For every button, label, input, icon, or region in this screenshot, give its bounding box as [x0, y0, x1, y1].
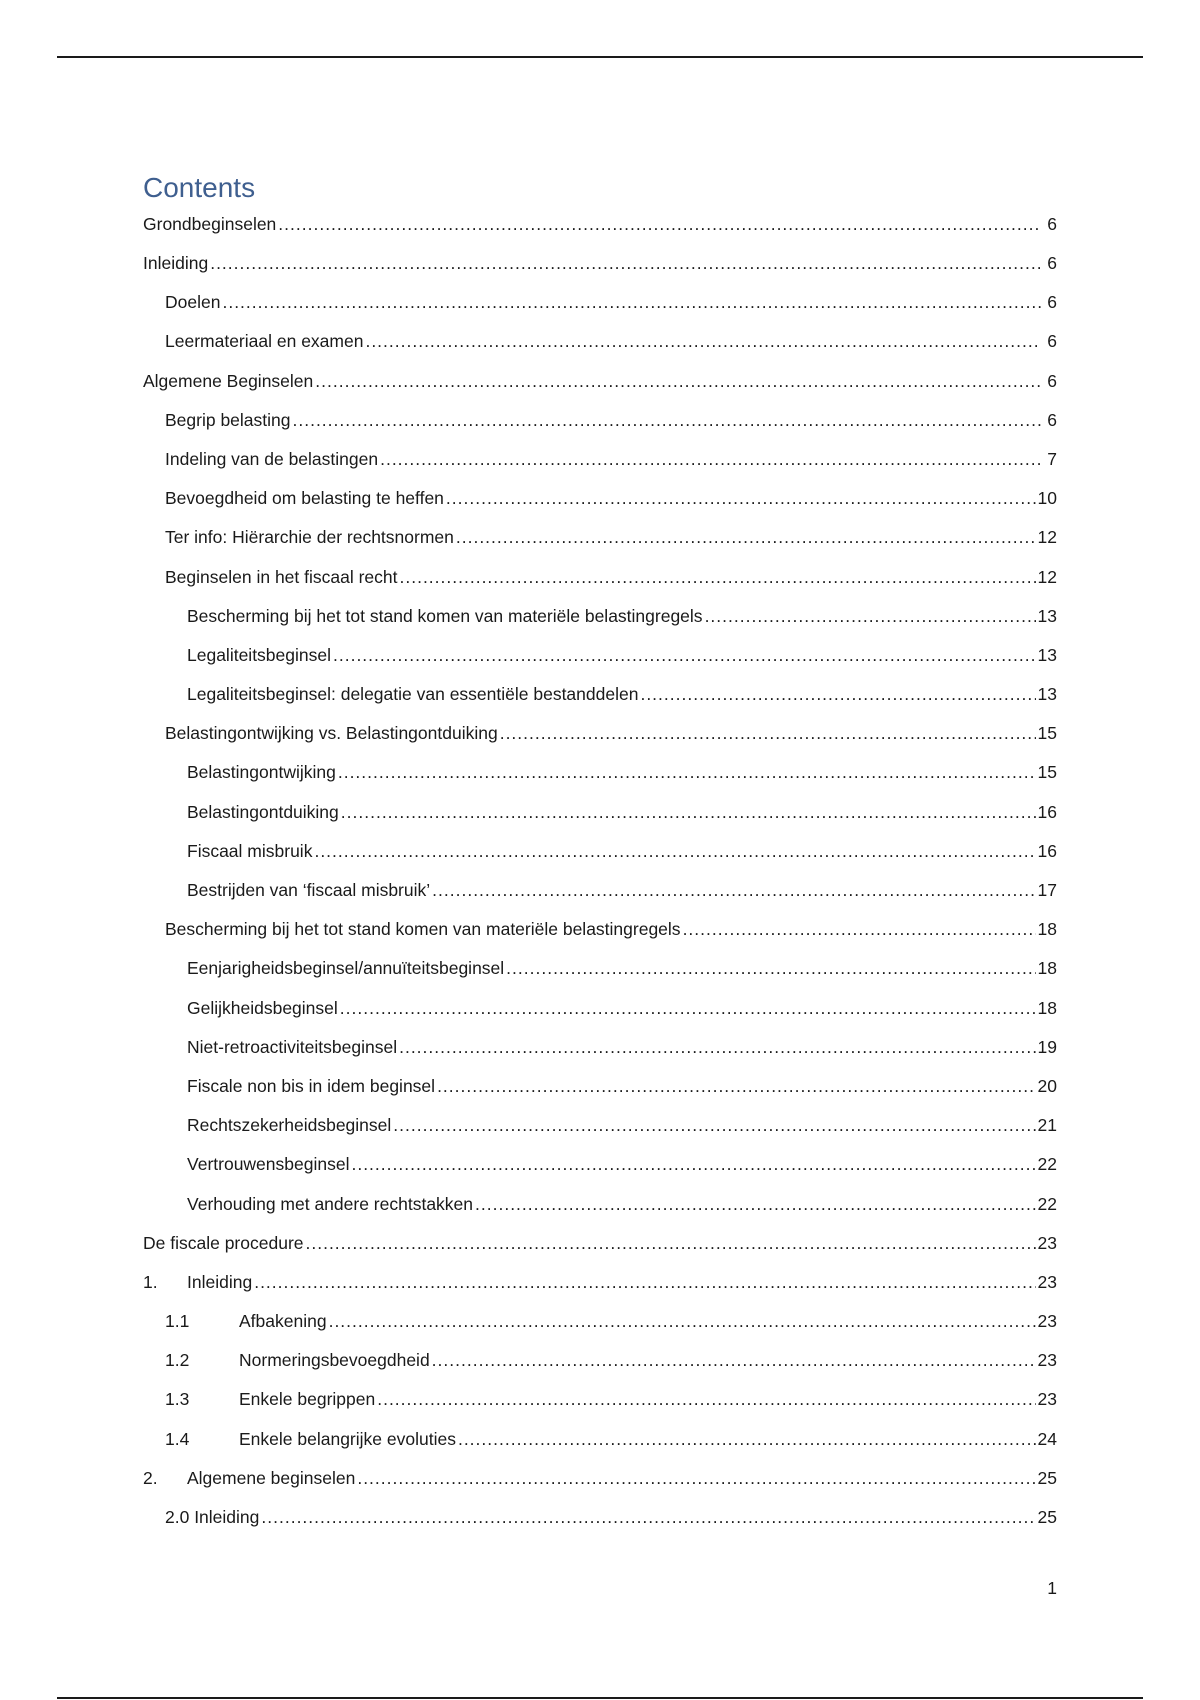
toc-entry-beginselen-fiscaal-recht[interactable]	[143, 565, 1057, 604]
toc-entry-begrip-belasting[interactable]	[143, 408, 1057, 447]
toc-entry-fiscale-procedure[interactable]	[143, 1231, 1057, 1270]
page-number: 1	[1047, 1578, 1057, 1598]
toc-entry-2-0-inleiding[interactable]	[143, 1505, 1057, 1544]
toc-dot-leader	[458, 1427, 1036, 1451]
toc-entry-1-2-normeringsbevoegdheid[interactable]	[143, 1348, 1057, 1387]
toc-entry-1-4-evoluties[interactable]	[143, 1427, 1057, 1466]
toc-dot-leader	[329, 1309, 1036, 1333]
toc-entry-number: 1.1	[165, 1311, 190, 1332]
toc-dot-leader	[261, 1505, 1035, 1529]
toc-entry-leermateriaal[interactable]	[143, 329, 1057, 368]
toc-entry-label[interactable]: Algemene Beginselen	[143, 370, 314, 391]
toc-dot-leader	[293, 408, 1042, 432]
toc-entry-number: 1.2	[165, 1350, 190, 1371]
toc-entry-label[interactable]: Bestrijden van ‘fiscaal misbruik’	[187, 880, 431, 900]
toc-entry-label[interactable]: Inleiding	[187, 1271, 253, 1292]
toc-entry-doelen[interactable]	[143, 290, 1057, 329]
toc-entry-label[interactable]: Eenjarigheidsbeginsel/annuïteitsbeginsel	[187, 958, 505, 979]
toc-entry-label[interactable]: Algemene beginselen	[187, 1467, 356, 1488]
toc-entry-label[interactable]: Legaliteitsbeginsel	[187, 644, 331, 665]
table-of-contents	[143, 168, 1057, 1544]
toc-entry-label[interactable]: Inleiding	[143, 253, 209, 273]
toc-entry-fiscaal-misbruik[interactable]	[143, 839, 1057, 878]
toc-entry-number: 1.	[143, 1271, 158, 1292]
toc-entry-page[interactable]: 20	[1037, 1075, 1057, 1096]
toc-entry-1-1-afbakening[interactable]	[143, 1309, 1057, 1348]
toc-entry-label[interactable]: Leermateriaal en examen	[165, 331, 364, 352]
toc-entry-1-inleiding[interactable]	[143, 1270, 1057, 1309]
toc-dot-leader	[365, 329, 1041, 353]
toc-dot-leader	[393, 1113, 1035, 1137]
toc-entry-page[interactable]: 16	[1037, 840, 1057, 861]
toc-entry-rechtszekerheid[interactable]	[143, 1113, 1057, 1152]
toc-entry-page[interactable]: 23	[1037, 1389, 1057, 1410]
toc-entry-label[interactable]: Begrip belasting	[165, 409, 291, 430]
toc-entry-label[interactable]: Doelen	[165, 292, 221, 313]
toc-entry-belastingontwijking[interactable]	[143, 760, 1057, 799]
toc-entry-page[interactable]: 6	[1047, 292, 1057, 313]
toc-entry-label[interactable]: Indeling van de belastingen	[165, 448, 379, 469]
toc-entry-grondbeginselen[interactable]	[143, 212, 1057, 251]
toc-entry-vertrouwensbeginsel[interactable]	[143, 1152, 1057, 1191]
toc-entry-page[interactable]: 24	[1037, 1428, 1057, 1449]
toc-dot-leader	[683, 917, 1036, 941]
toc-entry-andere-rechtstakken[interactable]	[143, 1192, 1057, 1231]
toc-entry-label[interactable]: Enkele begrippen	[239, 1389, 376, 1410]
toc-dot-leader	[432, 1348, 1036, 1372]
toc-dot-leader	[399, 1035, 1035, 1059]
toc-dot-leader	[432, 878, 1035, 902]
footer-rule	[57, 1697, 1143, 1699]
toc-dot-leader	[705, 604, 1036, 628]
toc-entry-belastingontduiking[interactable]	[143, 800, 1057, 839]
toc-dot-leader	[446, 486, 1036, 510]
toc-entry-label[interactable]: Belastingontwijking	[187, 762, 336, 783]
toc-entry-page[interactable]: 6	[1047, 331, 1057, 352]
toc-entry-label[interactable]: Fiscaal misbruik	[187, 840, 313, 861]
toc-list	[143, 212, 1057, 1544]
toc-dot-leader	[333, 643, 1036, 667]
toc-entry-label[interactable]: Grondbeginselen	[143, 214, 277, 234]
toc-entry-label[interactable]: Rechtszekerheidsbeginsel	[187, 1115, 392, 1136]
toc-entry-eenjarigheidsbeginsel[interactable]	[143, 956, 1057, 995]
toc-entry-label[interactable]: Beginselen in het fiscaal recht	[165, 566, 398, 587]
toc-entry-number: 2.	[143, 1467, 158, 1488]
toc-entry-gelijkheidsbeginsel[interactable]	[143, 996, 1057, 1035]
toc-title: Contents	[143, 172, 256, 203]
toc-entry-number: 1.3	[165, 1389, 190, 1410]
toc-dot-leader	[351, 1152, 1035, 1176]
toc-entry-page[interactable]: 18	[1037, 958, 1057, 979]
toc-entry-page[interactable]: 25	[1037, 1507, 1057, 1527]
toc-entry-1-3-begrippen[interactable]	[143, 1387, 1057, 1426]
toc-entry-non-bis-in-idem[interactable]	[143, 1074, 1057, 1113]
toc-dot-leader	[254, 1270, 1035, 1294]
toc-entry-label[interactable]: Belastingontwijking vs. Belastingontduiking	[165, 723, 498, 744]
toc-entry-label[interactable]: 2.0 Inleiding	[165, 1507, 260, 1527]
toc-dot-leader	[222, 290, 1041, 314]
toc-entry-page[interactable]: 6	[1047, 214, 1057, 234]
toc-entry-label[interactable]: Verhouding met andere rechtstakken	[187, 1193, 474, 1214]
toc-dot-leader	[380, 447, 1041, 471]
toc-entry-label[interactable]: Afbakening	[239, 1311, 327, 1332]
toc-entry-page[interactable]: 19	[1037, 1036, 1057, 1057]
toc-entry-niet-retroactiviteit[interactable]	[143, 1035, 1057, 1074]
toc-dot-leader	[377, 1387, 1035, 1411]
toc-dot-leader	[278, 212, 1041, 236]
toc-dot-leader	[475, 1192, 1036, 1216]
toc-entry-legaliteitsbeginsel[interactable]	[143, 643, 1057, 682]
toc-entry-page[interactable]: 16	[1037, 801, 1057, 822]
toc-entry-page[interactable]: 6	[1047, 409, 1057, 430]
toc-dot-leader	[506, 956, 1035, 980]
toc-entry-page[interactable]: 13	[1037, 605, 1057, 626]
toc-entry-page[interactable]: 22	[1037, 1154, 1057, 1175]
toc-entry-page[interactable]: 17	[1037, 880, 1057, 900]
toc-entry-page[interactable]: 15	[1037, 762, 1057, 783]
toc-entry-page[interactable]: 23	[1037, 1350, 1057, 1371]
toc-entry-page[interactable]: 23	[1037, 1311, 1057, 1332]
toc-entry-label[interactable]: Belastingontduiking	[187, 801, 339, 822]
toc-entry-page[interactable]: 10	[1037, 488, 1057, 509]
toc-dot-leader	[640, 682, 1035, 706]
header-rule	[57, 56, 1143, 58]
toc-entry-label[interactable]: Gelijkheidsbeginsel	[187, 997, 338, 1018]
toc-dot-leader	[306, 1231, 1036, 1255]
toc-entry-legaliteitsbeginsel-delegatie[interactable]	[143, 682, 1057, 721]
toc-dot-leader	[338, 760, 1036, 784]
toc-entry-label[interactable]: Fiscale non bis in idem beginsel	[187, 1075, 436, 1096]
toc-entry-label[interactable]: Bescherming bij het tot stand komen van materiële belastingregels	[187, 605, 703, 626]
toc-entry-bevoegdheid[interactable]	[143, 486, 1057, 525]
toc-entry-page[interactable]: 22	[1037, 1193, 1057, 1214]
toc-entry-label[interactable]: Bescherming bij het tot stand komen van materiële belastingregels	[165, 919, 681, 940]
toc-entry-page[interactable]: 15	[1037, 723, 1057, 744]
toc-entry-inleiding[interactable]	[143, 251, 1057, 290]
toc-dot-leader	[315, 369, 1041, 393]
toc-entry-label[interactable]: Enkele belangrijke evoluties	[239, 1428, 456, 1449]
toc-entry-page[interactable]: 7	[1047, 448, 1057, 469]
toc-entry-label[interactable]: De fiscale procedure	[143, 1232, 304, 1253]
toc-entry-page[interactable]: 23	[1037, 1271, 1057, 1292]
toc-entry-page[interactable]: 18	[1037, 919, 1057, 940]
toc-dot-leader	[400, 565, 1036, 589]
toc-entry-2-algemene-beginselen[interactable]	[143, 1466, 1057, 1505]
toc-entry-page[interactable]: 23	[1037, 1232, 1057, 1253]
toc-entry-bescherming-1[interactable]	[143, 604, 1057, 643]
toc-dot-leader	[210, 251, 1041, 275]
toc-entry-number: 1.4	[165, 1428, 190, 1449]
toc-entry-bescherming-2[interactable]	[143, 917, 1057, 956]
toc-entry-label[interactable]: Vertrouwensbeginsel	[187, 1154, 350, 1175]
toc-entry-ontwijking-vs-ontduiking[interactable]	[143, 721, 1057, 760]
toc-entry-bestrijden-misbruik[interactable]	[143, 878, 1057, 917]
toc-entry-page[interactable]: 25	[1037, 1467, 1057, 1488]
toc-entry-label[interactable]: Normeringsbevoegdheid	[239, 1350, 430, 1371]
toc-dot-leader	[340, 996, 1036, 1020]
toc-entry-label[interactable]: Legaliteitsbeginsel: delegatie van essentiële bestanddelen	[187, 684, 639, 705]
toc-entry-page[interactable]: 6	[1047, 370, 1057, 391]
toc-entry-indeling[interactable]	[143, 447, 1057, 486]
toc-dot-leader	[357, 1466, 1035, 1490]
toc-entry-label[interactable]: Ter info: Hiërarchie der rechtsnormen	[165, 527, 454, 548]
toc-dot-leader	[341, 800, 1036, 824]
toc-entry-page[interactable]: 13	[1037, 684, 1057, 705]
toc-entry-hierarchie[interactable]	[143, 525, 1057, 564]
toc-dot-leader	[456, 525, 1036, 549]
toc-entry-algemene-beginselen[interactable]	[143, 369, 1057, 408]
toc-dot-leader	[437, 1074, 1035, 1098]
toc-dot-leader	[500, 721, 1036, 745]
toc-entry-page[interactable]: 6	[1047, 253, 1057, 273]
toc-dot-leader	[314, 839, 1035, 863]
toc-entry-page[interactable]: 12	[1037, 527, 1057, 548]
toc-entry-page[interactable]: 21	[1037, 1115, 1057, 1136]
toc-entry-page[interactable]: 13	[1037, 644, 1057, 665]
toc-entry-page[interactable]: 12	[1037, 566, 1057, 587]
toc-entry-page[interactable]: 18	[1037, 997, 1057, 1018]
toc-entry-label[interactable]: Bevoegdheid om belasting te heffen	[165, 488, 444, 509]
toc-entry-label[interactable]: Niet-retroactiviteitsbeginsel	[187, 1036, 398, 1057]
